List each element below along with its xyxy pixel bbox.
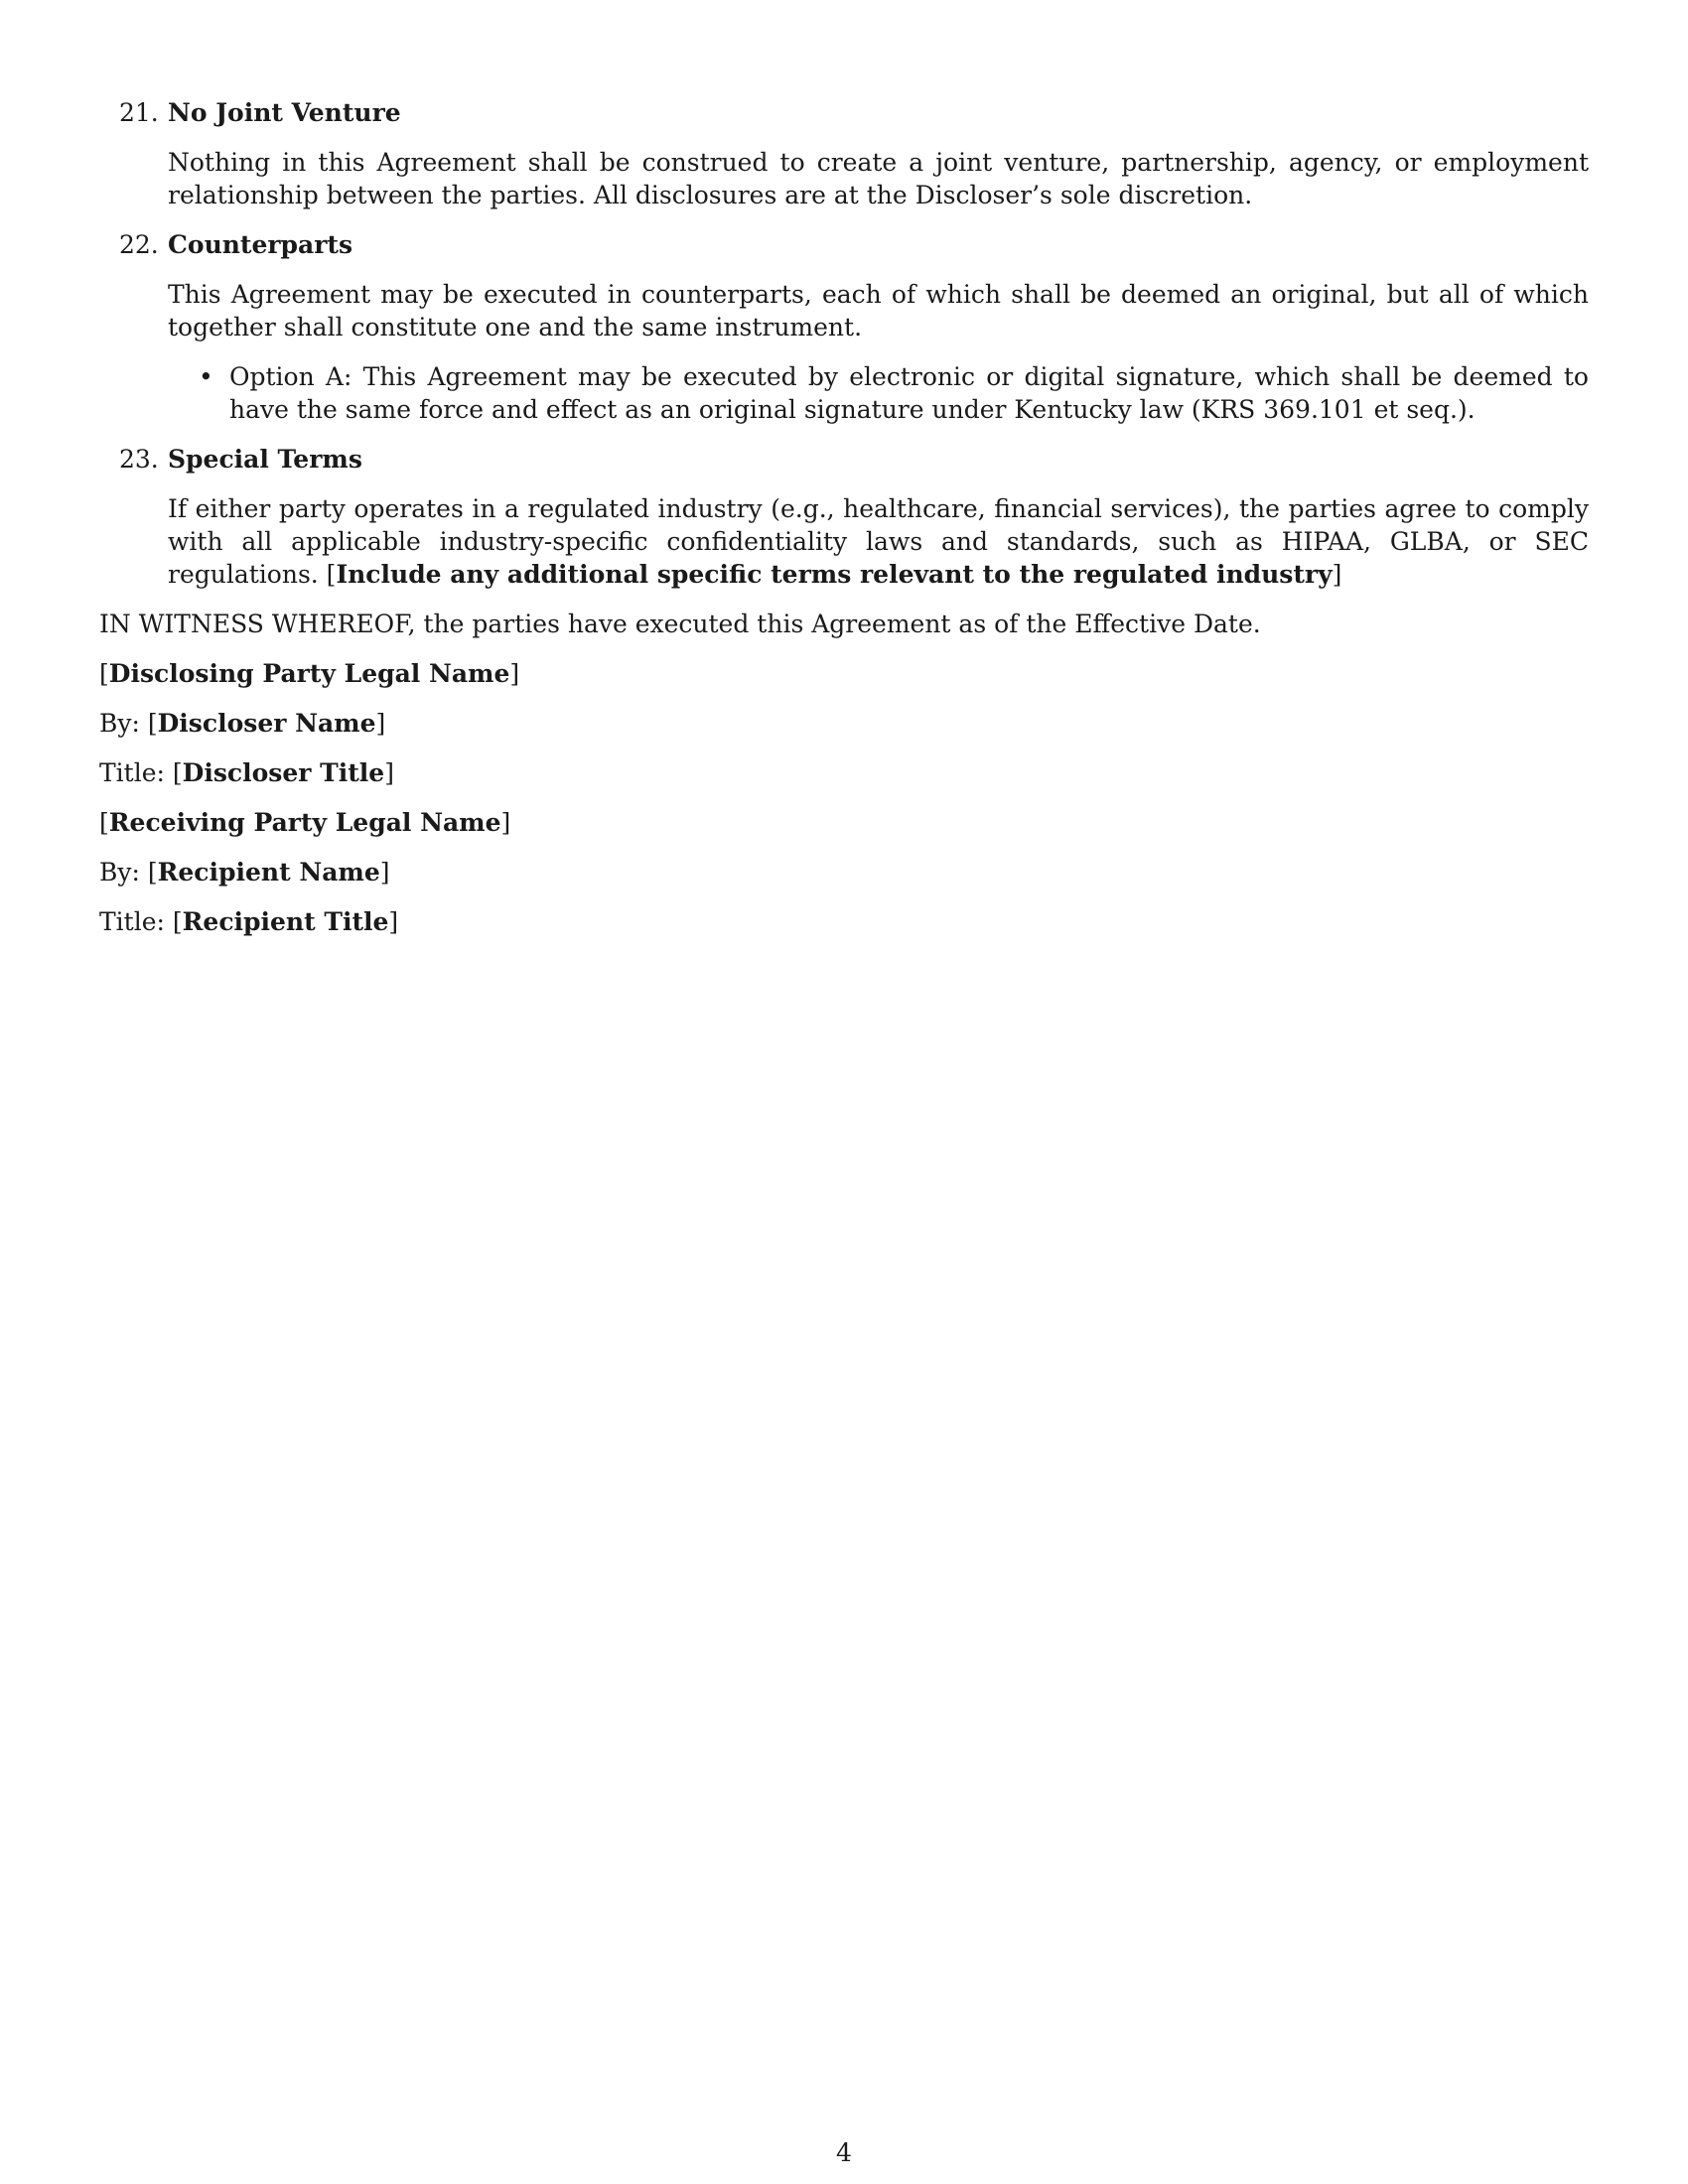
section-heading (99, 443, 1589, 476)
section-body-text: If either party operates in a regulated industry (e.g., healthcare, financial services), the parties agree to comply with all applicable industry-specific confidentiality laws and standards, such as HIPAA, GLBA, or SEC regulations. (168, 494, 1589, 589)
bullet-item (99, 360, 1589, 426)
document-body (99, 96, 1589, 955)
section-number: 21. (119, 98, 159, 127)
by-label: By: (99, 709, 140, 738)
by-label: By: (99, 858, 140, 887)
discloser-title-line: Title: [Discloser Title] (99, 758, 394, 787)
section-23 (99, 443, 1589, 591)
page-number: 4 (836, 2138, 852, 2167)
bullet-icon: • (199, 362, 213, 391)
recipient-by-line: By: [Recipient Name] (99, 858, 390, 887)
section-title: Special Terms (168, 445, 362, 474)
section-22 (99, 228, 1589, 426)
title-label: Title: (99, 758, 165, 787)
disclosing-party-name: Disclosing Party Legal Name (108, 659, 510, 688)
section-body: This Agreement may be executed in counterparts, each of which shall be deemed an original, but all of which together shall constitute one and the same instrument. (168, 280, 1589, 341)
receiving-party-line: [Receiving Party Legal Name] (99, 808, 511, 837)
section-body: If either party operates in a regulated industry (e.g., healthcare, financial services), the parties agree to comply with all applicable industry-specific confidentiality laws and standards, such as HIPAA, GLBA, or SEC regulations. [Include any additional specific terms relevant to the regulated industry] (168, 494, 1589, 589)
section-21 (99, 96, 1589, 211)
recipient-name: Recipient Name (157, 858, 380, 887)
recipient-title-line: Title: [Recipient Title] (99, 907, 399, 936)
section-title: No Joint Venture (168, 98, 401, 127)
receiving-party-name: Receiving Party Legal Name (108, 808, 501, 837)
discloser-title: Discloser Title (182, 758, 385, 787)
section-heading (99, 96, 1589, 129)
section-title: Counterparts (168, 230, 353, 259)
section-heading (99, 228, 1589, 261)
section-number: 22. (119, 230, 159, 259)
discloser-name: Discloser Name (157, 709, 376, 738)
disclosing-party-line: [Disclosing Party Legal Name] (99, 659, 520, 688)
placeholder-text: Include any additional specific terms relevant to the regulated industry (336, 560, 1333, 589)
section-body: Nothing in this Agreement shall be construed to create a joint venture, partnership, agency, or employment relationship between the parties. All disclosures are at the Discloser’s sole discretion. (168, 148, 1589, 209)
title-label: Title: (99, 907, 165, 936)
witness-statement: IN WITNESS WHEREOF, the parties have executed this Agreement as of the Effective Date. (99, 610, 1261, 638)
bullet-text: Option A: This Agreement may be executed by electronic or digital signature, which shall be deemed to have the same force and effect as an original signature under Kentucky law (KRS 369.101 et seq.). (229, 362, 1589, 424)
section-number: 23. (119, 445, 159, 474)
recipient-title: Recipient Title (182, 907, 389, 936)
discloser-by-line: By: [Discloser Name] (99, 709, 386, 738)
